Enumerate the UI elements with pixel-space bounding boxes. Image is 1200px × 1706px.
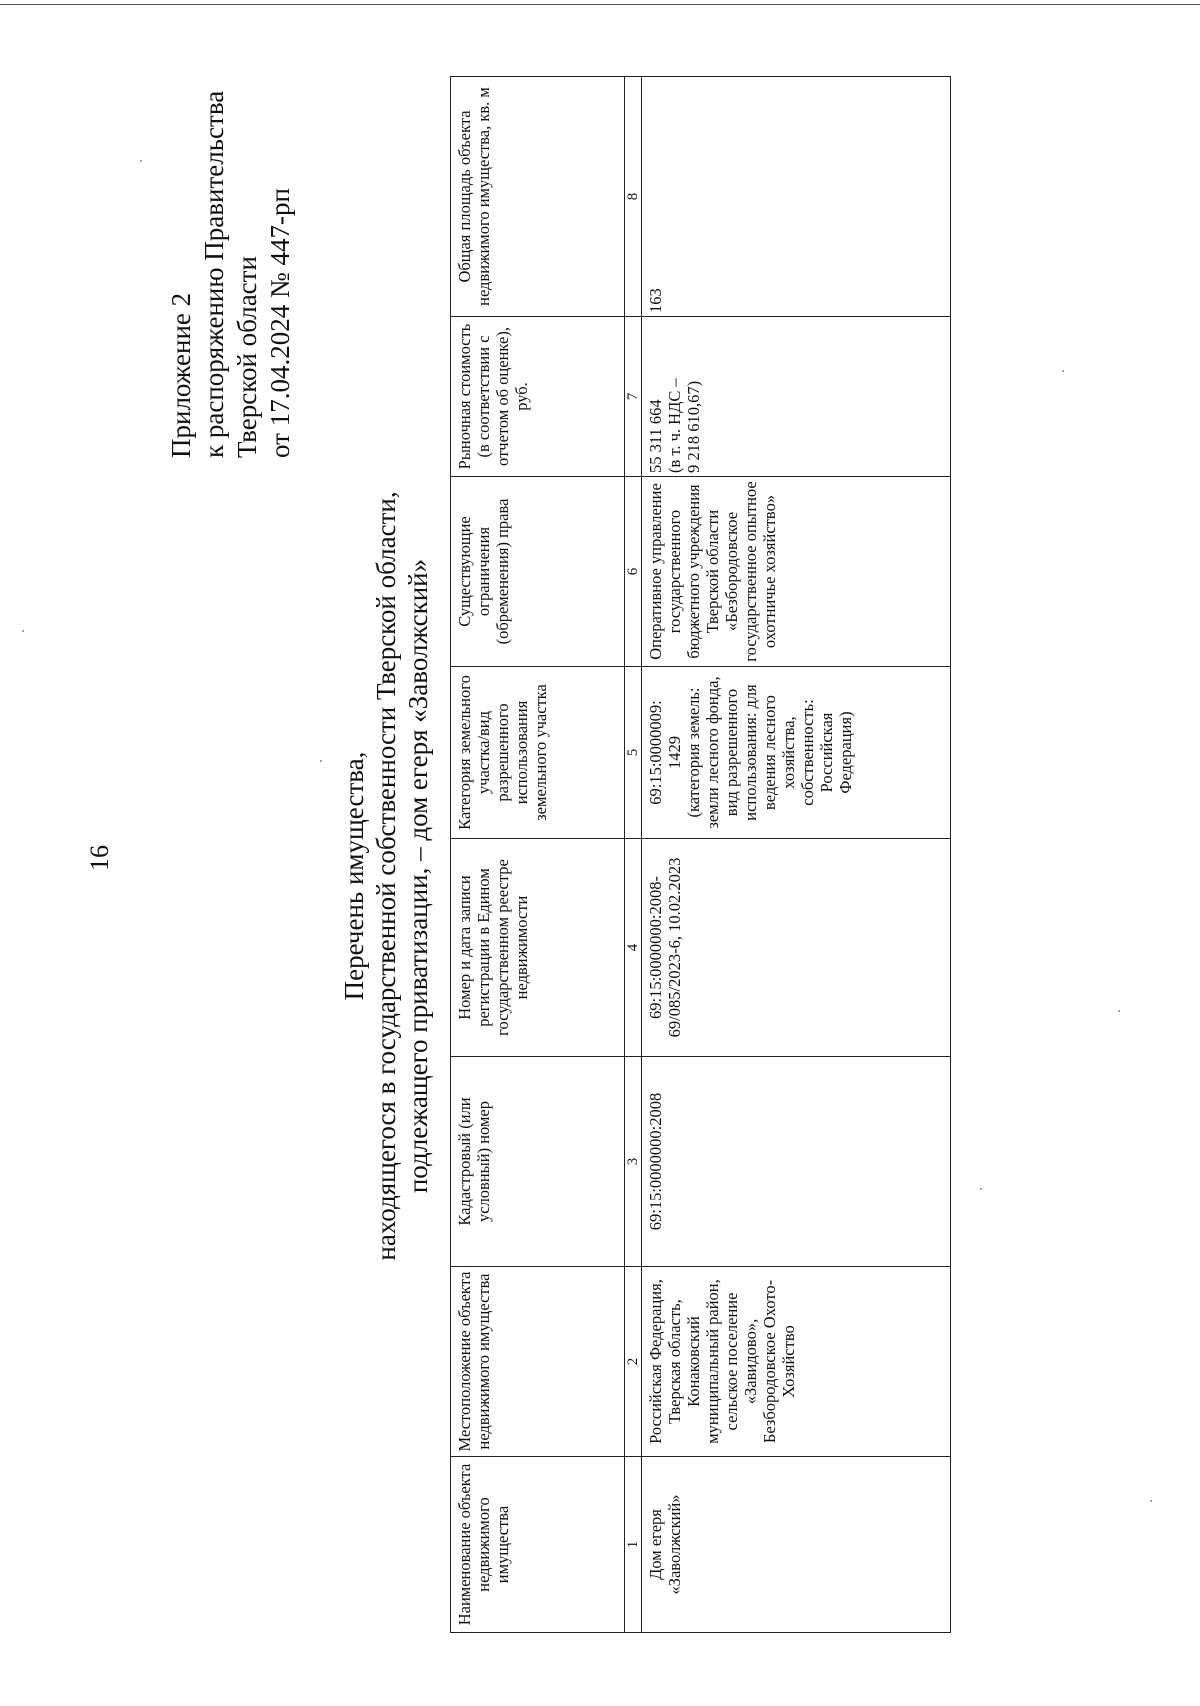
appendix-block (165, 91, 297, 458)
document-title (338, 226, 434, 1526)
scan-speck (1118, 1010, 1120, 1012)
title-line-1: Перечень имущества, (339, 751, 369, 1001)
scan-speck (1150, 1500, 1152, 1502)
column-number: 7 (625, 317, 642, 477)
cell-cadastral: 69:15:0000000:2008 (642, 1057, 951, 1267)
cell-price: 55 311 664 (в т. ч. НДС – 9 218 610,67) (642, 317, 951, 477)
scan-speck (980, 1188, 982, 1190)
scan-speck (140, 160, 142, 162)
column-number: 3 (625, 1057, 642, 1267)
header-cell-land: Категория земельного участка/вид разрешенного использования земельного участка (451, 667, 625, 839)
table-header-row (451, 77, 625, 1633)
column-number: 5 (625, 667, 642, 839)
column-number: 6 (625, 477, 642, 667)
title-line-3: подлежащего приватизации, – дом егеря «Заволжский» (403, 558, 433, 1194)
title-line-2: находящегося в государственной собственности Тверской области, (371, 491, 401, 1261)
cell-location: Российская Федерация, Тверская область, Конаковский муниципальный район, сельское поселение «Завидово», Безбородовское Охото-Хозяйство (642, 1267, 951, 1457)
column-number: 1 (625, 1457, 642, 1633)
scan-edge-line (0, 4, 1200, 5)
scan-speck (22, 630, 24, 632)
appendix-line-4: от 17.04.2024 № 447-рп (265, 188, 295, 458)
appendix-line-2: к распоряжению Правительства (199, 90, 229, 458)
cell-area: 163 (642, 77, 951, 317)
header-cell-restrictions: Существующие ограничения (обременения) права (451, 477, 625, 667)
header-cell-location: Местоположение объекта недвижимого имущества (451, 1267, 625, 1457)
cell-name: Дом егеря «Заволжский» (642, 1457, 951, 1633)
column-number: 8 (625, 77, 642, 317)
scan-speck (1062, 370, 1064, 372)
header-cell-area: Общая площадь объекта недвижимого имущества, кв. м (451, 77, 625, 317)
header-cell-price: Рыночная стоимость (в соответствии с отчетом об оценке), руб. (451, 317, 625, 477)
table-row (642, 77, 951, 1633)
header-cell-name: Наименование объекта недвижимого имущества (451, 1457, 625, 1633)
column-number: 2 (625, 1267, 642, 1457)
header-cell-registration: Номер и дата записи регистрации в Едином государственном реестре недвижимости (451, 839, 625, 1057)
cell-restrictions: Оперативное управление государственного бюджетного учреждения Тверской области «Безбородовское государственное опытное охотничье хозяйство» (642, 477, 951, 667)
property-table (450, 76, 951, 1633)
page-number: 16 (85, 845, 114, 871)
appendix-line-1: Приложение 2 (166, 292, 196, 458)
header-cell-cadastral: Кадастровый (или условный) номер (451, 1057, 625, 1267)
column-number-row (625, 77, 642, 1633)
appendix-line-3: Тверской области (232, 256, 262, 458)
scan-speck (320, 760, 322, 762)
column-number: 4 (625, 839, 642, 1057)
cell-registration: 69:15:0000000:2008-69/085/2023-6, 10.02.2023 (642, 839, 951, 1057)
cell-land: 69:15:0000009: 1429 (категория земель: земли лесного фонда, вид разрешенного использования: для ведения лесного хозяйства, собственность: Российская Федерация) (642, 667, 951, 839)
